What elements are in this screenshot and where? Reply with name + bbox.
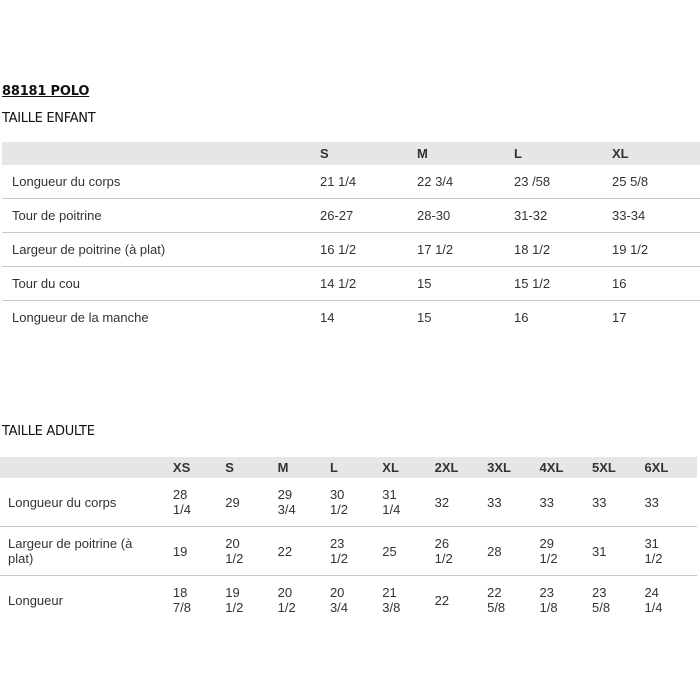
row-label: Longueur du corps bbox=[0, 478, 173, 527]
kids-size-table bbox=[2, 142, 700, 334]
table-cell: 22 3/4 bbox=[417, 165, 514, 199]
column-header-xl: XL bbox=[382, 457, 434, 478]
row-label: Tour du cou bbox=[2, 267, 320, 301]
table-cell: 16 1/2 bbox=[320, 233, 417, 267]
table-cell: 32 bbox=[435, 478, 487, 527]
table-cell: 25 bbox=[382, 527, 434, 576]
column-header-xs: XS bbox=[173, 457, 225, 478]
table-cell: 31 1/4 bbox=[382, 478, 434, 527]
table-cell: 25 5/8 bbox=[612, 165, 700, 199]
table-cell: 33 bbox=[644, 478, 697, 527]
table-cell: 28 bbox=[487, 527, 539, 576]
table-row bbox=[2, 233, 700, 267]
table-cell: 28 1/4 bbox=[173, 478, 225, 527]
table-cell: 20 1/2 bbox=[225, 527, 277, 576]
table-cell: 33 bbox=[540, 478, 592, 527]
table-cell: 33-34 bbox=[612, 199, 700, 233]
table-cell: 31-32 bbox=[514, 199, 612, 233]
table-cell: 23 1/2 bbox=[330, 527, 382, 576]
column-header-m: M bbox=[278, 457, 330, 478]
table-cell: 22 bbox=[434, 592, 450, 608]
table-cell: 19 bbox=[173, 527, 225, 576]
table-row bbox=[0, 527, 697, 576]
table-row bbox=[2, 165, 700, 199]
table-cell: 28-30 bbox=[417, 199, 514, 233]
table-cell: 14 bbox=[320, 310, 335, 325]
table-cell: 22 bbox=[278, 527, 330, 576]
table-cell: 19 1/2 bbox=[225, 585, 244, 615]
table-cell: 15 bbox=[417, 310, 432, 325]
table-cell: 17 1/2 bbox=[417, 233, 514, 267]
table-cell: 23 1/8 bbox=[539, 585, 558, 615]
table-row bbox=[0, 576, 697, 625]
column-header-3xl: 3XL bbox=[487, 457, 539, 478]
table-header-row bbox=[0, 457, 697, 478]
column-header-4xl: 4XL bbox=[540, 457, 592, 478]
table-row bbox=[2, 199, 700, 233]
table-cell: 18 7/8 bbox=[172, 585, 191, 615]
table-cell: 29 bbox=[225, 478, 277, 527]
table-row bbox=[2, 267, 700, 301]
column-header-2xl: 2XL bbox=[435, 457, 487, 478]
column-header-5xl: 5XL bbox=[592, 457, 644, 478]
table-cell: 14 1/2 bbox=[320, 267, 417, 301]
table-cell: 26 1/2 bbox=[435, 527, 487, 576]
table-cell: 18 1/2 bbox=[514, 233, 612, 267]
table-cell: 26-27 bbox=[320, 199, 417, 233]
table-row bbox=[0, 478, 697, 527]
row-label: Longueur bbox=[8, 592, 63, 608]
column-header bbox=[2, 142, 320, 165]
row-label: Tour de poitrine bbox=[2, 199, 320, 233]
adult-size-table bbox=[0, 457, 697, 624]
table-cell: 33 bbox=[487, 478, 539, 527]
row-label: Longueur de la manche bbox=[12, 310, 149, 325]
adult-size-label: TAILLE ADULTE bbox=[2, 424, 95, 439]
table-cell: 24 1/4 bbox=[644, 585, 663, 615]
column-header-6xl: 6XL bbox=[644, 457, 697, 478]
table-cell: 31 bbox=[592, 527, 644, 576]
kids-size-label: TAILLE ENFANT bbox=[2, 111, 96, 126]
table-cell: 15 bbox=[417, 267, 514, 301]
table-cell: 21 1/4 bbox=[320, 165, 417, 199]
table-cell: 23 5/8 bbox=[592, 585, 611, 615]
table-row bbox=[2, 301, 700, 335]
table-cell: 15 1/2 bbox=[514, 267, 612, 301]
row-label: Longueur du corps bbox=[2, 165, 320, 199]
table-cell: 21 3/8 bbox=[382, 585, 401, 615]
row-label: Largeur de poitrine (à plat) bbox=[2, 233, 320, 267]
table-cell: 23 /58 bbox=[514, 165, 612, 199]
table-cell: 29 3/4 bbox=[278, 478, 330, 527]
column-header-l: L bbox=[330, 457, 382, 478]
table-cell: 17 bbox=[612, 310, 627, 325]
table-cell: 33 bbox=[592, 478, 644, 527]
table-cell: 20 3/4 bbox=[329, 585, 349, 615]
column-header bbox=[0, 457, 173, 478]
table-cell: 20 1/2 bbox=[277, 585, 296, 615]
table-cell: 19 1/2 bbox=[612, 233, 700, 267]
table-cell: 16 bbox=[514, 310, 529, 325]
table-cell: 31 1/2 bbox=[644, 527, 697, 576]
row-label: Largeur de poitrine (à plat) bbox=[0, 527, 173, 576]
column-header-l: L bbox=[514, 142, 612, 165]
column-header-s: S bbox=[225, 457, 277, 478]
table-header-row bbox=[2, 142, 700, 165]
table-cell: 29 1/2 bbox=[540, 527, 592, 576]
table-cell: 22 5/8 bbox=[487, 585, 506, 615]
page-title: 88181 POLO bbox=[2, 84, 90, 99]
table-cell: 16 bbox=[612, 267, 700, 301]
column-header-m: M bbox=[417, 142, 514, 165]
column-header-xl: XL bbox=[612, 142, 700, 165]
table-cell: 30 1/2 bbox=[330, 478, 382, 527]
column-header-s: S bbox=[320, 142, 417, 165]
